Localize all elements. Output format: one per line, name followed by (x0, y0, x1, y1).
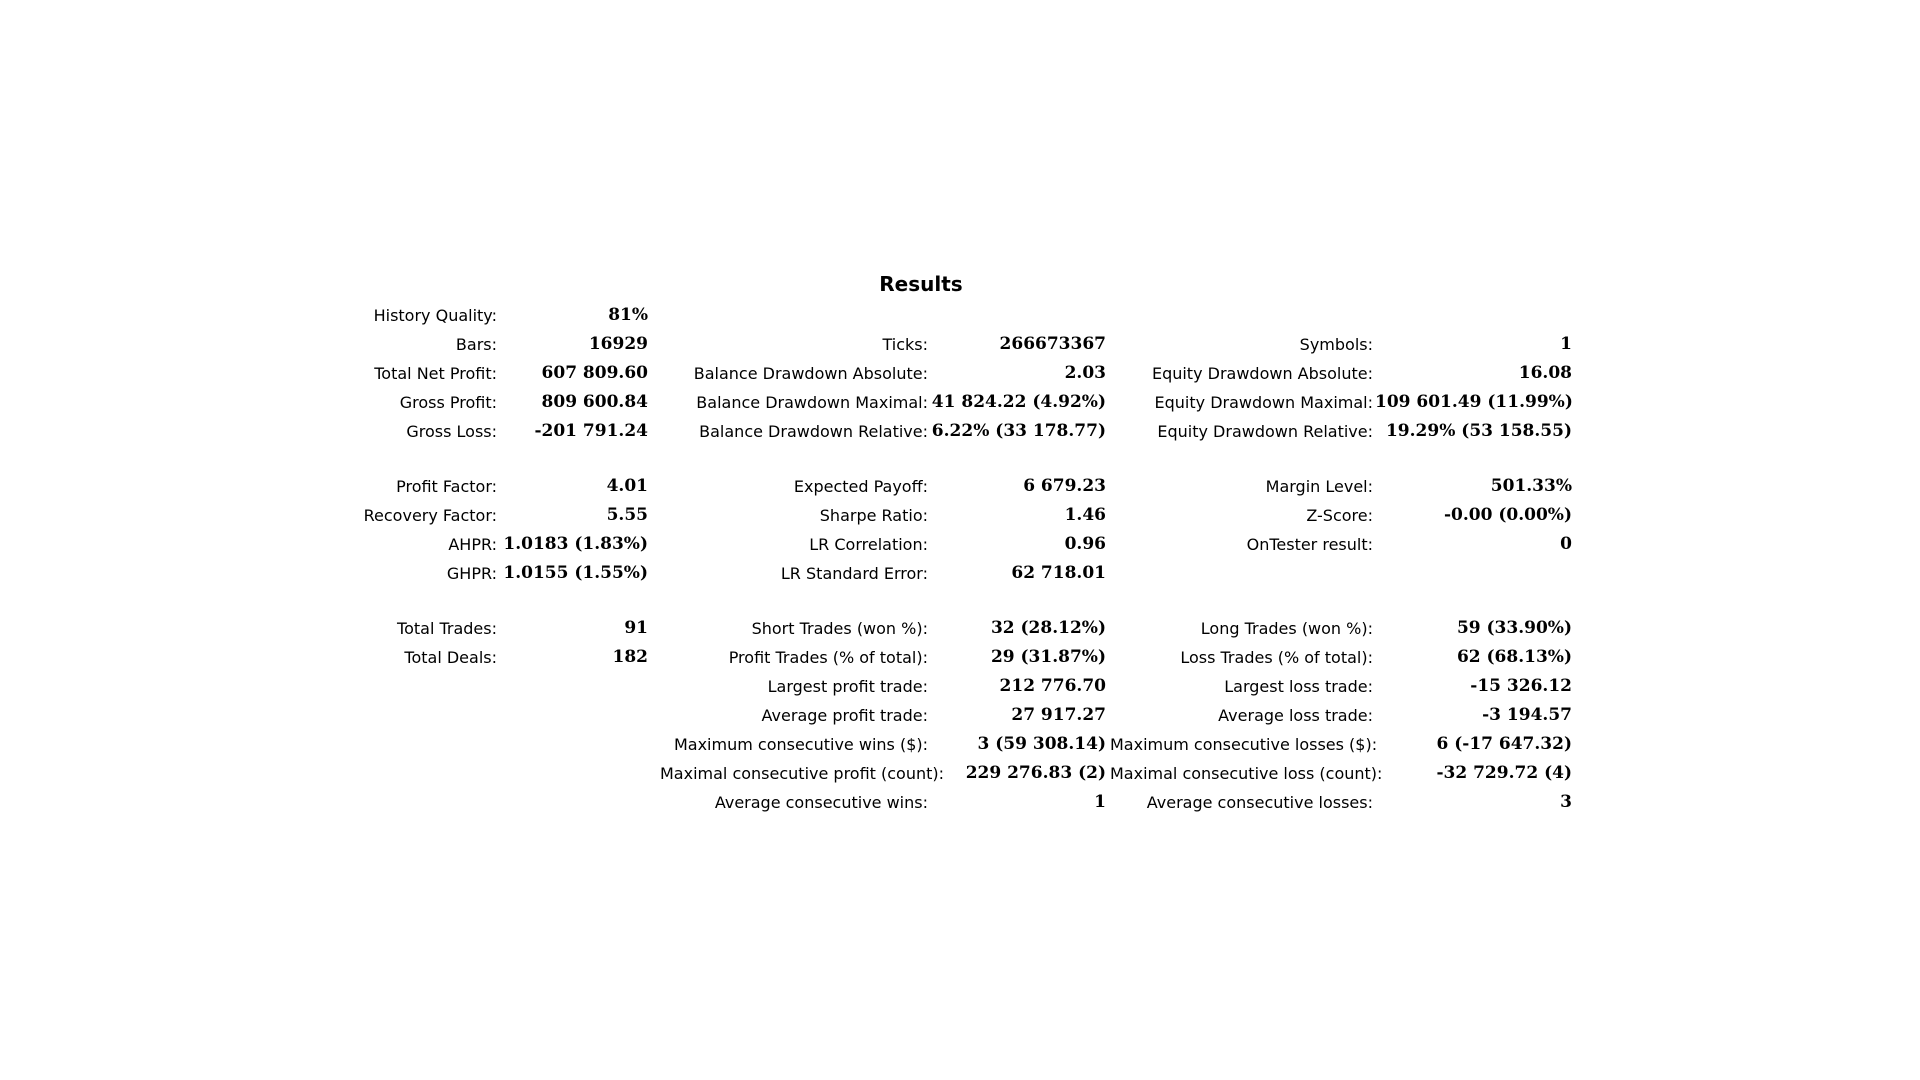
stat-label: AHPR: (448, 535, 497, 554)
report-title: Results (879, 272, 963, 296)
stat-value: 91 (624, 618, 648, 638)
stat-value: 62 718.01 (1011, 563, 1106, 583)
stat-label: Z-Score: (1306, 506, 1373, 525)
stat-label: Total Net Profit: (374, 364, 497, 383)
stat-value: 27 917.27 (1011, 705, 1106, 725)
stat-value: 1.0183 (1.83%) (503, 534, 648, 554)
stat-label: Average loss trade: (1218, 706, 1373, 725)
stat-label: Sharpe Ratio: (819, 506, 928, 525)
stat-value: 59 (33.90%) (1456, 618, 1572, 638)
stat-value: 16.08 (1518, 363, 1572, 383)
stat-label: Long Trades (won %): (1200, 619, 1373, 638)
stat-label: Maximum consecutive wins ($): (673, 735, 928, 754)
stat-label: Ticks: (882, 335, 928, 354)
stat-value: 4.01 (606, 476, 648, 496)
stat-value: -201 791.24 (534, 421, 648, 441)
stat-label: Margin Level: (1265, 477, 1373, 496)
stat-value: 0 (1560, 534, 1572, 554)
stat-label: Loss Trades (% of total): (1180, 648, 1373, 667)
stat-label: Gross Profit: (399, 393, 497, 412)
stat-label: Average consecutive wins: (714, 793, 928, 812)
stat-label: Maximal consecutive profit (count): (660, 764, 945, 783)
stat-value: 6 679.23 (1023, 476, 1106, 496)
stat-label: Expected Payoff: (793, 477, 928, 496)
stat-label: Equity Drawdown Maximal: (1154, 393, 1373, 412)
stat-value: 501.33% (1490, 476, 1572, 496)
stat-value: 607 809.60 (541, 363, 648, 383)
stat-value: 32 (28.12%) (990, 618, 1106, 638)
stat-label: Short Trades (won %): (751, 619, 928, 638)
stat-value: 1 (1094, 792, 1106, 812)
stat-value: 182 (612, 647, 648, 667)
stat-value: 19.29% (53 158.55) (1385, 421, 1572, 441)
stat-value: 1 (1560, 334, 1572, 354)
stat-value: 212 776.70 (999, 676, 1106, 696)
stat-value: 81% (608, 305, 648, 325)
stat-label: Average consecutive losses: (1146, 793, 1373, 812)
stat-label: Total Trades: (397, 619, 497, 638)
stat-label: Balance Drawdown Absolute: (693, 364, 928, 383)
stat-label: Symbols: (1299, 335, 1373, 354)
stat-label: LR Correlation: (809, 535, 928, 554)
stat-label: Largest profit trade: (767, 677, 928, 696)
stat-label: Bars: (455, 335, 497, 354)
stat-label: Balance Drawdown Maximal: (696, 393, 928, 412)
stat-value: 41 824.22 (4.92%) (931, 392, 1106, 412)
stat-value: 6.22% (33 178.77) (931, 421, 1106, 441)
stat-value: 16929 (588, 334, 648, 354)
stat-label: OnTester result: (1246, 535, 1373, 554)
stat-value: -3 194.57 (1482, 705, 1572, 725)
stat-value: 0.96 (1064, 534, 1106, 554)
stat-label: LR Standard Error: (780, 564, 928, 583)
stat-label: Maximal consecutive loss (count): (1110, 764, 1383, 783)
stat-label: Profit Trades (% of total): (728, 648, 928, 667)
stat-label: Average profit trade: (761, 706, 928, 725)
stat-label: Equity Drawdown Relative: (1157, 422, 1373, 441)
stat-label: Maximum consecutive losses ($): (1110, 735, 1378, 754)
stat-value: 266673367 (999, 334, 1106, 354)
stat-label: Gross Loss: (406, 422, 497, 441)
stat-value: 1.46 (1064, 505, 1106, 525)
stat-value: 2.03 (1064, 363, 1106, 383)
stat-value: 6 (-17 647.32) (1436, 734, 1572, 754)
stat-label: History Quality: (373, 306, 497, 325)
stat-value: -15 326.12 (1470, 676, 1572, 696)
stat-value: 3 (59 308.14) (977, 734, 1106, 754)
stat-label: Profit Factor: (396, 477, 497, 496)
stat-value: 109 601.49 (11.99%) (1375, 392, 1573, 412)
stat-value: -0.00 (0.00%) (1443, 505, 1572, 525)
stat-label: Equity Drawdown Absolute: (1151, 364, 1373, 383)
stat-label: GHPR: (446, 564, 497, 583)
stat-label: Total Deals: (404, 648, 497, 667)
stat-value: -32 729.72 (4) (1436, 763, 1572, 783)
stat-value: 62 (68.13%) (1456, 647, 1572, 667)
stat-value: 3 (1560, 792, 1572, 812)
stat-label: Recovery Factor: (363, 506, 497, 525)
stat-value: 5.55 (606, 505, 648, 525)
stat-value: 809 600.84 (541, 392, 648, 412)
stat-label: Balance Drawdown Relative: (699, 422, 928, 441)
stat-label: Largest loss trade: (1224, 677, 1373, 696)
stat-value: 229 276.83 (2) (965, 763, 1106, 783)
stat-value: 1.0155 (1.55%) (503, 563, 648, 583)
stat-value: 29 (31.87%) (990, 647, 1106, 667)
